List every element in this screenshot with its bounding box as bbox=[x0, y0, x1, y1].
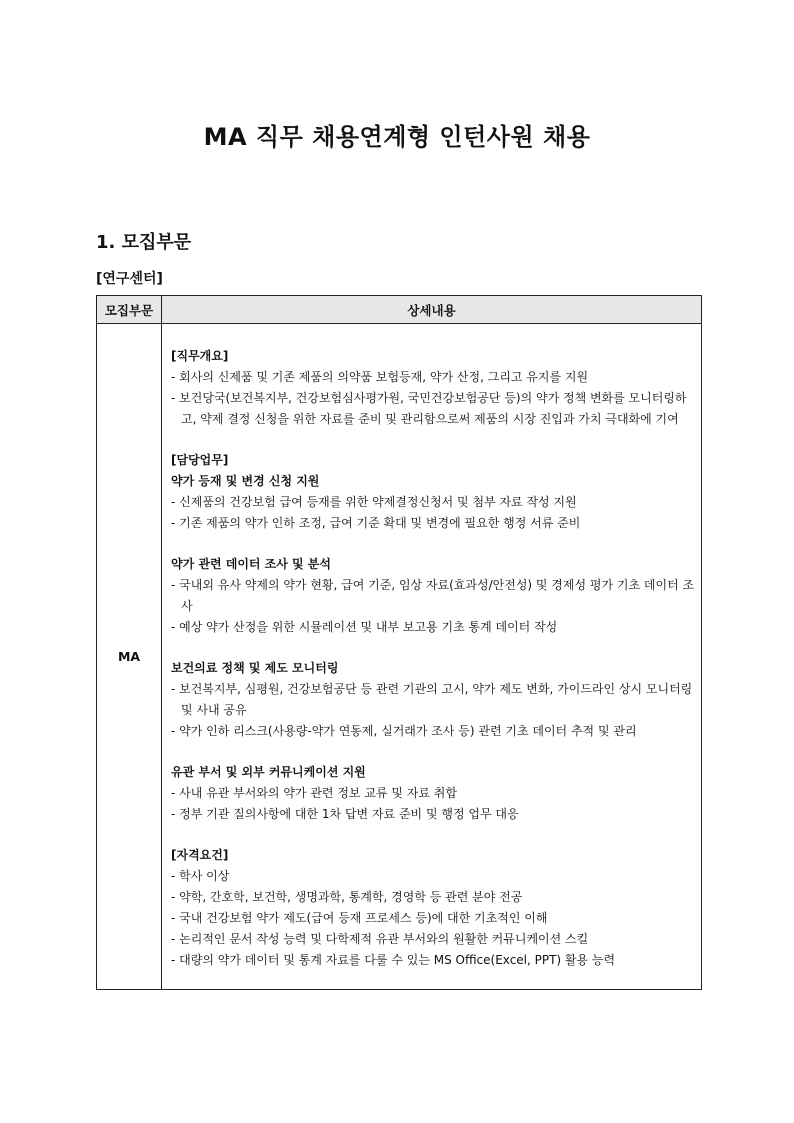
duty-subtitle: 유관 부서 및 외부 커뮤니케이션 지원 bbox=[171, 765, 366, 779]
duties-title: [담당업무] bbox=[171, 453, 229, 467]
table-row bbox=[97, 324, 702, 990]
duty-item: - 사내 유관 부서와의 약가 관련 정보 교류 및 자료 취합 bbox=[171, 786, 457, 800]
header-detail: 상세내용 bbox=[162, 296, 702, 324]
overview-item: - 회사의 신제품 및 기존 제품의 의약품 보험등재, 약가 산정, 그리고 유지를 지원 bbox=[171, 370, 589, 384]
overview-item: - 보건당국(보건복지부, 건강보험심사평가원, 국민건강보험공단 등)의 약가 정책 변화를 모니터링하고, 약제 결정 신청을 위한 자료를 준비 및 관리함으로써 제품의 시장 진입과 가치 극대화에 기여 bbox=[171, 391, 687, 426]
duty-item: - 기존 제품의 약가 인하 조정, 급여 기준 확대 및 변경에 필요한 행정 서류 준비 bbox=[171, 516, 581, 530]
section-heading: 1. 모집부문 bbox=[96, 232, 192, 253]
duty-item: - 보건복지부, 심평원, 건강보험공단 등 관련 기관의 고시, 약가 제도 변화, 가이드라인 상시 모니터링 및 사내 공유 bbox=[171, 682, 693, 717]
detail-cell bbox=[162, 324, 702, 990]
qualification-item: - 국내 건강보험 약가 제도(급여 등재 프로세스 등)에 대한 기초적인 이해 bbox=[171, 911, 548, 925]
duty-item: - 국내외 유사 약제의 약가 현황, 급여 기준, 임상 자료(효과성/안전성) 및 경제성 평가 기초 데이터 조사 bbox=[171, 578, 695, 613]
dept-cell: MA bbox=[97, 324, 162, 990]
qualification-item: - 약학, 간호학, 보건학, 생명과학, 통계학, 경영학 등 관련 분야 전공 bbox=[171, 890, 523, 904]
duty-item: - 신제품의 건강보험 급여 등재를 위한 약제결정신청서 및 첨부 자료 작성 지원 bbox=[171, 495, 577, 509]
qualification-item: - 학사 이상 bbox=[171, 869, 230, 883]
duty-subtitle: 보건의료 정책 및 제도 모니터링 bbox=[171, 661, 339, 675]
duty-item: - 약가 인하 리스크(사용량-약가 연동제, 실거래가 조사 등) 관련 기초 데이터 추적 및 관리 bbox=[171, 724, 637, 738]
table-header-row bbox=[97, 296, 702, 324]
duty-subtitle: 약가 관련 데이터 조사 및 분석 bbox=[171, 557, 331, 571]
duty-subtitle: 약가 등재 및 변경 신청 지원 bbox=[171, 474, 320, 488]
page-title: MA 직무 채용연계형 인턴사원 채용 bbox=[203, 123, 591, 151]
department-subheading: [연구센터] bbox=[96, 271, 163, 287]
qualification-item: - 대량의 약가 데이터 및 통계 자료를 다룰 수 있는 MS Office(Excel, PPT) 활용 능력 bbox=[171, 953, 616, 967]
qualifications-title: [자격요건] bbox=[171, 848, 229, 862]
duty-item: - 예상 약가 산정을 위한 시뮬레이션 및 내부 보고용 기초 통계 데이터 작성 bbox=[171, 620, 558, 634]
qualification-item: - 논리적인 문서 작성 능력 및 다학제적 유관 부서와의 원활한 커뮤니케이션 스킬 bbox=[171, 932, 589, 946]
overview-title: [직무개요] bbox=[171, 349, 229, 363]
duty-item: - 정부 기관 질의사항에 대한 1차 답변 자료 준비 및 행정 업무 대응 bbox=[171, 807, 519, 821]
header-dept: 모집부문 bbox=[97, 296, 162, 324]
recruitment-table bbox=[96, 295, 702, 990]
